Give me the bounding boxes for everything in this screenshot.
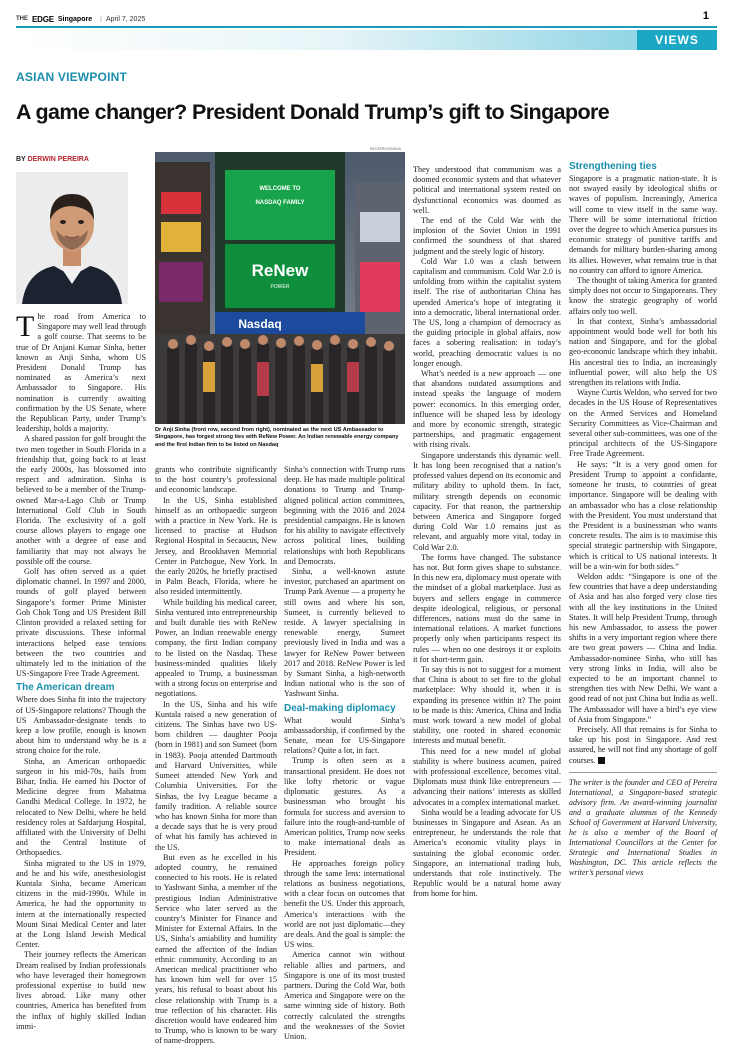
byline (16, 156, 89, 163)
article-column-2 (155, 465, 277, 1047)
byline-prefix: BY (16, 156, 26, 163)
section-tab-views: VIEWS (637, 30, 717, 50)
article-column-1 (16, 312, 146, 1032)
paragraph: To say this is not to suggest for a moment that China is about to set fire to the global marketplace: Why should it, when it is expanding its presence within it? The point to be made is this: America, China and India must work toward a new model of global stability, one rooted in shared economic interests and mutual benefit. (413, 664, 561, 746)
author-portrait-illustration (16, 172, 128, 304)
subheading-deal-making-diplomacy: Deal-making diplomacy (284, 702, 396, 714)
paragraph: But even as he excelled in his adopted country, he remained connected to his roots. He is related to Yashwant Sinha, a member of the prestigious Indian Administrative Service who later served as the country’s Minister for Finance and Minister for External Affairs. In the US, Sinha’s amiability and humility earned the affection of the Indian ethnic community. According to an American medical practitioner who has known him well for over 15 years, his refusal to boast about his close relationship with Trump is a true reflection of his character. His discretion would have endeared him to Trump, who is known to be wary of name-droppers. (155, 852, 277, 1046)
paragraph: Where does Sinha fit into the trajectory of US-Singapore relations? Though the US Ambassador-designate tends to keep a low profile, enough is known about him to understand why he is a strong choice for the role. (16, 695, 146, 756)
paragraph: A shared passion for golf brought the two men together in South Florida in a friendship that, going back to at least the early 2000s, has blossomed into respect and admiration. Sinha is believed to be a member of the Trump-owned Mar-a-Lago Club or Trump International Golf Club in South Florida. The exclusivity of a golf course allows players to engage one another with a degree of ease and familiarity that may not always be possible off the course. (16, 434, 146, 566)
paragraph: They understood that communism was a doomed economic system and that whatever political and international system rested on dysfunctional economics was doomed as well. (413, 165, 561, 215)
paragraph: Sinha migrated to the US in 1979, and he and his wife, anesthesiologist Kuntala Sinha, became American citizens in the mid-1990s. While in America, he had the opportunity to intern at the internationally respected Mount Sinai Medical Center and later at the Long Island Jewish Medical Center. (16, 858, 146, 950)
paragraph: While building his medical career, Sinha ventured into entrepreneurship and built durable ties with ReNew Power, an Indian renewable energy company, the first Indian company to be listed on the Nasdaq. These business-minded qualities likely appealed to Trump, a businessman with a strong focus on enterprise and negotiations. (155, 597, 277, 699)
paragraph: In the US, Sinha and his wife Kuntala raised a new generation of citizens. The Sinhas have two US-born children — daughter Pooja (born in 1981) and son Sumeet (born in 1983). Pooja attended Dartmouth and Harvard Universities, while Sumeet attended New York and Columbia Universities. For the Sinhas, the Ivy League became a family tradition. A reliable source who has known Sinha for more than a decade says that he is very proud of what his family has achieved in the US. (155, 699, 277, 852)
paragraph: Weldon adds: “Singapore is one of the few countries that have a deep understanding of Asia and has also forged very close ties with all the key institutions in the United States. It will help President Trump, through his new Ambassador, to assess the power shifts in a very important region where there are two great powers — China and India. Ambassador-nominee Sinha, who still has very strong links in India, will also be expected to be an important channel to strengthen ties with New Delhi. We want a good read of not just China but India as well. The Ambassador will have a bird’s eye view of Asia from Singapore.” (569, 571, 717, 724)
paragraph: Cold War 1.0 was a clash between capitalism and communism. Cold War 2.0 is unfolding from within the capitalist system itself. The rise of authoritarian China has upended America’s hope of integrating it into a democratic, liberal international order. The US, long a champion of democracy as the guiding principle in global affairs, now faces a sobering realisation: in today’s world, preaching democratic values is no longer enough. (413, 256, 561, 368)
article-column-3 (284, 465, 405, 1042)
paragraph: In that context, Sinha’s ambassadorial appointment would bode well for both his nation and Singapore, and for the global geo-economic landscape which they inhabit. His ancestral ties to India, an increasingly influential power, will also help the US strengthen its relations with India. (569, 316, 717, 388)
photo-sign-nasdaq: Nasdaq (238, 317, 282, 331)
paragraph: What’s needed is a new approach — one that abandons outdated assumptions and instead speaks the language of modern power: economics. In this emerging order, influence will be shaped less by ideology and more by economic strength, strategic partnerships, and pragmatic engagement with rising rivals. (413, 369, 561, 450)
paragraph: The forms have changed. The substance has not. But form gives shape to substance. In this new era, diplomacy must operate with the mindset of a global marketplace. Just as buyers and sellers engage in commerce despite ideological, religious, or personal differences, nations must do the same in international relations. A market functions properly only when participants respect its rules — when no one destroys it or exploits it for short-term gain. (413, 552, 561, 664)
header-rule (16, 26, 717, 28)
headline: A game changer? President Donald Trump’s gift to Singapore (16, 100, 610, 124)
end-mark-icon (598, 757, 605, 764)
section-bar (16, 30, 717, 50)
logo-edition: Singapore (57, 15, 93, 23)
paragraph (569, 725, 717, 766)
issue-date: April 7, 2025 (105, 15, 146, 23)
paragraph: Golf has often served as a quiet diplomatic channel. In 1997 and 2000, rounds of golf played between Singapore’s former Prime Minister Goh Chok Tong and US President Bill Clinton provided a relaxed setting for private discussions. These informal interactions helped ease tensions between the two countries and ultimately led to the initiation of the US-Singapore Free Trade Agreement. (16, 567, 146, 679)
author-portrait (16, 172, 128, 304)
drop-cap: T (16, 310, 35, 343)
paragraph: The end of the Cold War with the implosion of the Soviet Union in 1991 confirmed the soundness of that shared judgment and the steely logic of history. (413, 216, 561, 256)
subheading-american-dream: The American dream (16, 682, 115, 694)
paragraph: Singapore understands this dynamic well. It has long been recognised that a nation’s professed values depend on its economic and military ability to uphold them. In fact, military strength depends on economic capacity. For that reason, the partnership between America and Singapore forged during Cold War 1.0 remains just as relevant, and arguably more vital, today in Cold War 2.0. (413, 450, 561, 552)
paragraph: America cannot win without reliable allies and partners, and Singapore is one of its most trusted partners. During the Cold War, both America and Singapore were on the same winning side of history. Both correctly calculated the strengths and the weaknesses of the Soviet Union. (284, 950, 405, 1041)
paragraph: Sinha would be a leading advocate for US businesses in Singapore and Asean. As an entrepreneur, he understands the role that America’s economic vitality plays in sustaining the global economic order. Singapore, an international trading hub, understands that role instinctively. The Republic would be a natural home away from home for him. (413, 807, 561, 899)
paragraph: Trump is often seen as a transactional president. He does not like lofty rhetoric or vague diplomatic gestures. As a businessman who brought his formula for success and aversion to failure into the rough-and-tumble of American politics, Trump now seeks to make international deals as President. (284, 756, 405, 858)
photo-sign-renew: ReNew (251, 261, 309, 280)
paragraph: He approaches foreign policy through the same lens: international relations as business negotiations, with a clear focus on outcomes that benefit the US. Under this approach, America’s interactions with the world are not just diplomatic—they are deals. And the goal is simple: the US wins. (284, 858, 405, 950)
paragraph: The thought of taking America for granted simply does not occur to Singaporeans. They know the strategic geography of world affairs only too well. (569, 276, 717, 316)
masthead (16, 12, 145, 26)
paragraph (16, 312, 146, 434)
paragraph: He says: “It is a very good omen for President Trump to appoint a confidante, someone he trusts, to countries of great importance. Singapore will be dealing with an ambassador who has a close relationship with the President. You must understand that the President is a businessman who wants concrete results. The aim is to maximise this special strategic partnership with Singapore, which is critical to US national interests. It will be a win-win for both sides.” (569, 459, 717, 571)
article-photo (155, 152, 405, 424)
paragraph: What would Sinha’s ambassadorship, if confirmed by the Senate, mean for US-Singapore relations? Quite a lot, in fact. (284, 715, 405, 756)
paragraph: This need for a new model of global stability is where business acumen, paired with professional excellence, becomes vital. Diplomats must think like entrepreneurs — advancing their nations’ interests as skilled advocates in a complex international market. (413, 746, 561, 807)
photo-sign-nasdaq-family: NASDAQ FAMILY (255, 200, 305, 206)
paragraph: grants who contribute significantly to the host country’s professional and economic landscape. (155, 465, 277, 495)
paragraph: Singapore is a pragmatic nation-state. It is not swayed easily by ideological shifts or waves of populism. Increasingly, America will come to view itself in the same way. There will be some international friction over the degree to which America pursues its economic strategy of punitive tariffs and demands for military burden-sharing among its allies. However, what remains true is that no country can afford to ignore America. (569, 174, 717, 275)
article-column-5 (569, 161, 717, 878)
byline-author: DERWIN PEREIRA (27, 156, 89, 163)
logo-the: THE (16, 16, 28, 22)
paragraph: Sinha, a well-known astute investor, purchased an apartment on Trump Park Avenue — a property he still owns and where his son, Sumeet, is currently believed to reside. A lawyer specialising in renewable energy, Sumeet previously lived in India and was a lawyer for ReNew Power between 2017 and 2018. ReNew Power is led by Sumant Sinha, a high-networth Indian national who is the son of Yashwant Sinha. (284, 567, 405, 699)
photo-sign-power: POWER (270, 284, 290, 290)
article-column-4 (413, 165, 561, 900)
masthead-separator: | (100, 15, 102, 23)
page-number: 1 (702, 10, 709, 22)
closing-text: Precisely. All that remains is for Sinha to take up his post in Singapore. And rest assured, he will not find any shortage of golf courses. (569, 724, 717, 765)
subheading-strengthening-ties: Strengthening ties (569, 161, 657, 172)
photo-caption: Dr Anji Sinha (front row, second from right), nominated as the next US Ambassador to Singapore, has forged strong ties with ReNew Power. An Indian renewable energy company and the first Indian firm to be listed on Nasdaq (155, 427, 399, 448)
logo-edge: EDGE (32, 14, 54, 24)
photo-credit: REUTERS/XINHUA (370, 147, 401, 151)
kicker: ASIAN VIEWPOINT (16, 70, 128, 84)
paragraph: In the US, Sinha established himself as an orthopaedic surgeon with a practice in New York. He is licensed to practise at Hudson Regional Hospital in Secaucus, New Jersey, and Brookhaven Memorial Center in Patchogue, New York. In the early 2020s, he briefly practised in Palm Beach, Florida, where he also resided intermittently. (155, 495, 277, 597)
times-square-photo (155, 152, 405, 424)
paragraph: Wayne Curtis Weldon, who served for two decades in the US House of Representatives on the Armed Services and Homeland Security Committees as Vice-Chairman and several other sub-committees, was one of the principal architects of the US-Singapore Free Trade Agreement. (569, 388, 717, 459)
paragraph: Sinha’s connection with Trump runs deep. He has made multiple political donations to Trump and Trump-aligned political action committees, beginning with the 2016 and 2024 presidential campaigns. He is known for his ability to navigate effectively across political lines, building relationships with both Republicans and Democrats. (284, 465, 405, 566)
photo-sign-welcome: WELCOME TO (259, 186, 301, 192)
author-bio: The writer is the founder and CEO of Pereira International, a Singapore-based strategic advisory firm. An award-winning journalist and a graduate alumnus of the Kennedy School of Government at Harvard University, he is also a member of the Board of International Councillors at the Center for Strategic and International Studies in Washington, DC. This article reflects the writer’s personal views (569, 772, 717, 878)
lead-text: he road from America to Singapore may well lead through a golf course. That seems to be true of Dr Anjani Kumar Sinha, better known as Anji Sinha, whom US President Donald Trump has nominated as America’s next Ambassador to Singapore. His nomination is currently awaiting confirmation by the US Senate, where the Republican Party, under Trump’s leadership, holds a majority. (16, 312, 147, 434)
paragraph: Sinha, an American orthopaedic surgeon in his mid-70s, hails from Bihar, India. He earned his Doctor of Medicine degree from Mahatma Gandhi Medical College. In 1972, he relocated to New Delhi, where he held residency roles at Safdarjung Hospital, affiliated with the University of Delhi and the Central Institute of Orthopaedics. (16, 756, 146, 858)
paragraph: Their journey reflects the American Dream realised by Indian professionals who have leveraged their homegrown professional expertise to build new lives abroad. Like many other countries, America has benefited from the influx of highly skilled Indian immi- (16, 950, 146, 1031)
